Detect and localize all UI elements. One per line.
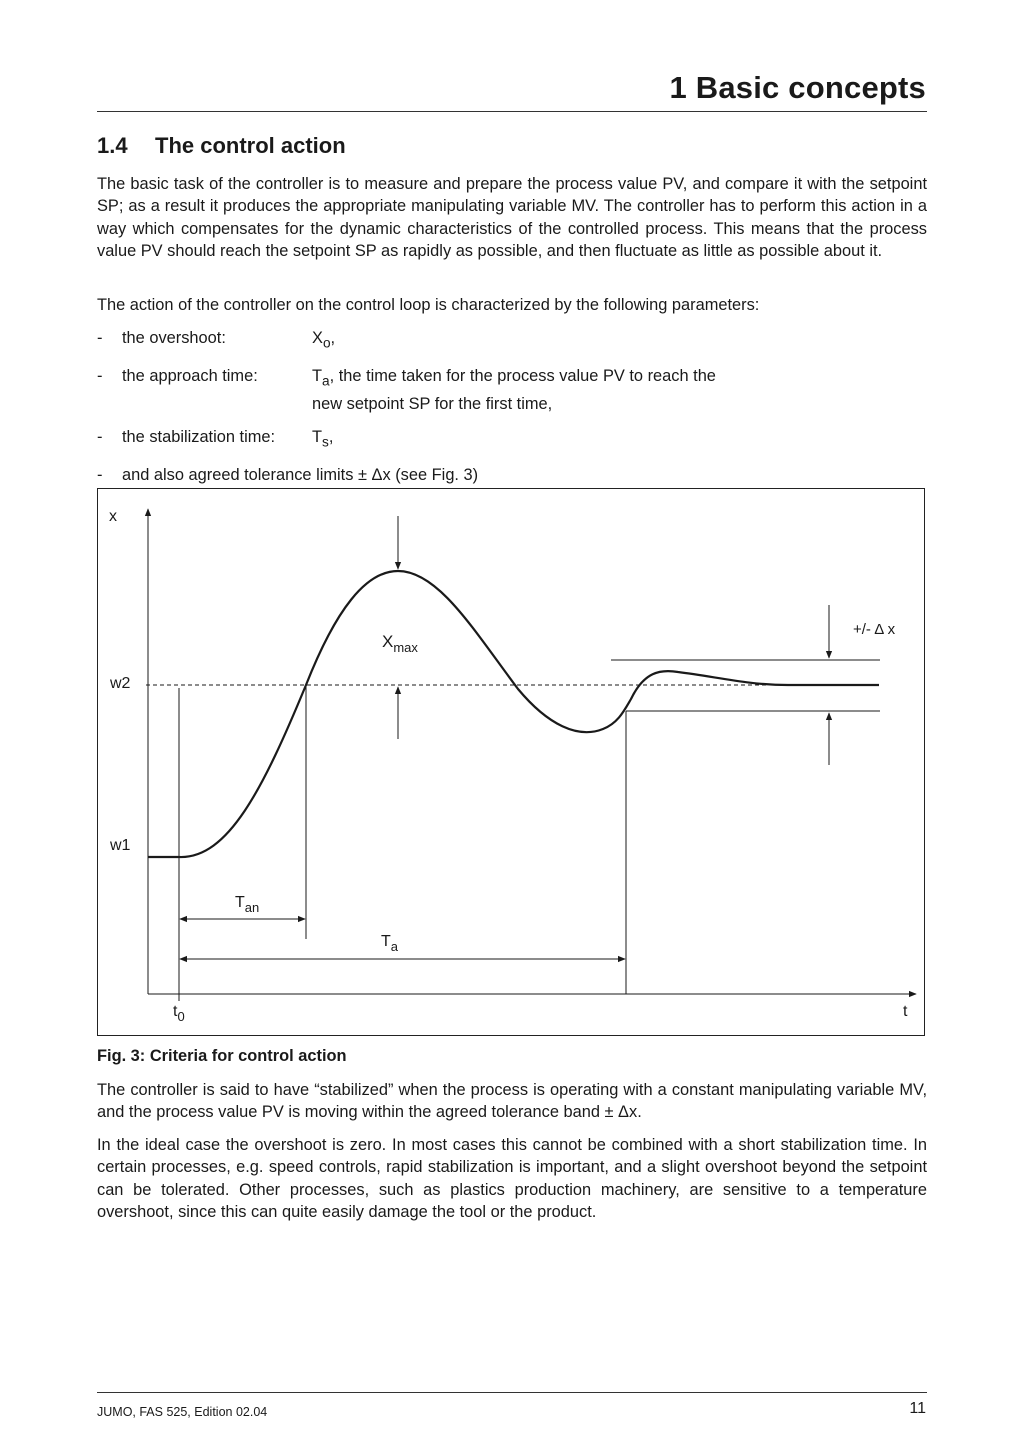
section-number: 1.4 — [97, 133, 128, 158]
stabilized-paragraph: The controller is said to have “stabilized” when the process is operating with a constant manipulating variable MV, and the process value PV is moving within the agreed tolerance band ± Δx. — [97, 1081, 927, 1122]
parameter-term: the stabilization time: — [122, 427, 276, 446]
parameter-definition: $X_o$, — [312, 329, 336, 351]
footer-edition: JUMO, FAS 525, Edition 02.04 — [97, 1405, 268, 1419]
parameter-approach-time — [97, 365, 927, 415]
parameter-list — [97, 327, 927, 497]
section-heading — [97, 133, 346, 159]
w2-label: w2 — [110, 675, 131, 692]
parameter-term: the overshoot: — [122, 329, 226, 347]
list-dash: - — [97, 367, 103, 386]
w1-label: w1 — [110, 837, 131, 854]
footer-rule — [97, 1392, 927, 1393]
parameter-text: and also agreed tolerance limits ± Δx (see Fig. 3) — [122, 465, 479, 484]
figure-3-frame — [97, 488, 925, 1036]
tolerance-label: +/- Δ x — [853, 621, 896, 638]
x-axis-label: t — [903, 1003, 908, 1020]
list-dash: - — [97, 329, 103, 347]
parameter-term: the approach time: — [122, 367, 258, 386]
y-axis-label: x — [109, 508, 117, 525]
figure-caption: Fig. 3: Criteria for control action — [97, 1047, 347, 1065]
header-rule — [97, 111, 927, 112]
page-number: 11 — [909, 1400, 926, 1417]
parameter-definition: $T_s$, — [312, 427, 334, 450]
parameter-overshoot — [97, 327, 927, 355]
list-dash: - — [97, 465, 103, 484]
ta-label: $T_a$ — [381, 933, 399, 954]
parameter-stabilization-time — [97, 426, 927, 454]
tan-label: $T_{an}$ — [235, 894, 260, 915]
intro-paragraph: The basic task of the controller is to measure and prepare the process value PV, and compare it with the setpoint SP; as a result it produces the appropriate manipulating variable MV. The controller has to perform this action in a way which compensates for the dynamic characteristics of the controlled process. This means that the process value PV should reach the setpoint SP as rapidly as possible, and then fluctuate as little as possible about it. — [97, 175, 927, 261]
chapter-title: 1 Basic concepts — [669, 70, 926, 105]
process-value-curve — [148, 571, 879, 857]
params-lead-paragraph: The action of the controller on the control loop is characterized by the following parameters: — [97, 296, 760, 314]
control-action-diagram — [98, 489, 926, 1037]
parameter-definition: $T_a$, the time taken for the process value PV to reach the new setpoint SP for the first time, — [312, 367, 716, 413]
list-dash: - — [97, 427, 103, 446]
ideal-case-paragraph: In the ideal case the overshoot is zero. In most cases this cannot be combined with a short stabilization time. In certain processes, e.g. speed controls, rapid stabilization is important, and a slight overshoot beyond the setpoint can be tolerated. Other processes, such as plastics production machinery, are sensitive to a temperature overshoot, since this can quite easily damage the tool or the product. — [97, 1136, 927, 1222]
parameter-tolerance — [97, 464, 927, 486]
xmax-label: $X_{max}$ — [382, 632, 418, 655]
t0-label: $t_0$ — [173, 1003, 185, 1024]
section-title: The control action — [155, 133, 346, 158]
